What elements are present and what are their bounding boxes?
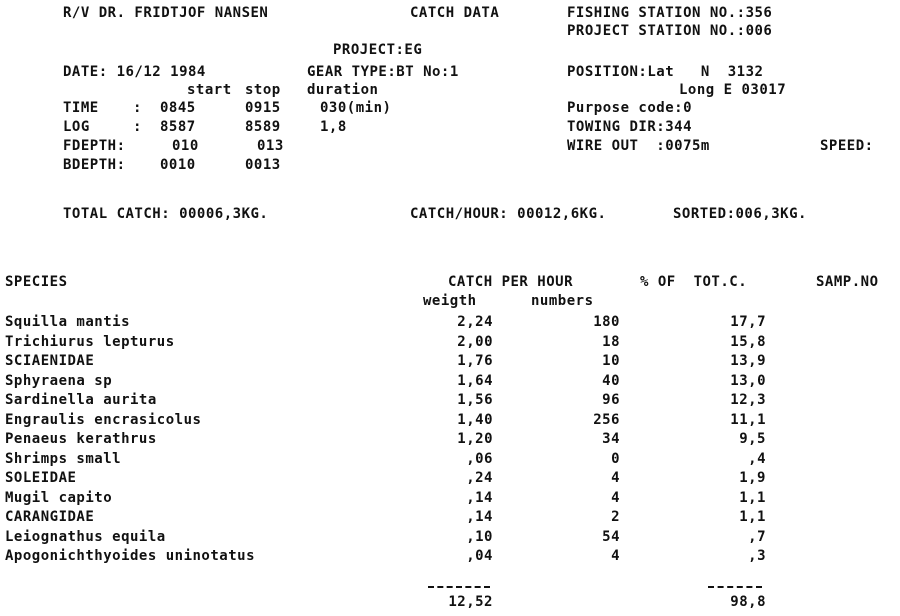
project-code: PROJECT:EG — [333, 42, 423, 58]
pct-value: 1,1 — [739, 509, 766, 525]
fdepth-start: 010 — [172, 138, 199, 154]
log-start: 8587 — [160, 119, 196, 135]
weight-value: 1,76 — [457, 353, 493, 369]
species-name: Sphyraena sp — [5, 373, 113, 389]
catch-per-hour-total: CATCH/HOUR: 00012,6KG. — [410, 206, 607, 222]
pct-value: 15,8 — [730, 334, 766, 350]
fdepth-label: FDEPTH: — [63, 138, 126, 154]
purpose-code: Purpose code:0 — [567, 100, 693, 116]
species-name: Squilla mantis — [5, 314, 131, 330]
species-name: Penaeus kerathrus — [5, 431, 157, 447]
time-colon: : — [133, 100, 142, 116]
pct-value: 1,1 — [739, 490, 766, 506]
sorted-total: SORTED:006,3KG. — [673, 206, 807, 222]
col-catch-per-hour-header: CATCH PER HOUR — [448, 274, 574, 290]
species-name: CARANGIDAE — [5, 509, 95, 525]
numbers-value: 0 — [611, 451, 620, 467]
numbers-value: 4 — [611, 548, 620, 564]
weight-value: 1,20 — [457, 431, 493, 447]
species-name: Shrimps small — [5, 451, 122, 467]
species-name: Leiognathus equila — [5, 529, 166, 545]
col-samp-header: SAMP.NO — [816, 274, 879, 290]
col-pct-header: % OF TOT.C. — [640, 274, 748, 290]
time-start: 0845 — [160, 100, 196, 116]
pct-value: ,4 — [748, 451, 766, 467]
weight-value: 2,00 — [457, 334, 493, 350]
log-stop: 8589 — [245, 119, 281, 135]
bdepth-start: 0010 — [160, 157, 196, 173]
pct-value: 1,9 — [739, 470, 766, 486]
bdepth-label: BDEPTH: — [63, 157, 126, 173]
date: DATE: 16/12 1984 — [63, 64, 206, 80]
species-name: SOLEIDAE — [5, 470, 77, 486]
col-duration: duration — [307, 82, 379, 98]
species-name: Trichiurus lepturus — [5, 334, 175, 350]
col-start: start — [187, 82, 232, 98]
numbers-value: 2 — [611, 509, 620, 525]
weight-value: ,24 — [466, 470, 493, 486]
log-colon: : — [133, 119, 142, 135]
total-weight: 12,52 — [448, 594, 493, 610]
numbers-value: 54 — [602, 529, 620, 545]
weight-value: ,04 — [466, 548, 493, 564]
species-name: Mugil capito — [5, 490, 113, 506]
vessel-name: R/V DR. FRIDTJOF NANSEN — [63, 5, 269, 21]
wire-out: WIRE OUT :0075m — [567, 138, 710, 154]
pct-value: 13,0 — [730, 373, 766, 389]
pct-sum-rule — [708, 586, 762, 588]
species-name: Sardinella aurita — [5, 392, 157, 408]
numbers-value: 180 — [593, 314, 620, 330]
numbers-value: 4 — [611, 490, 620, 506]
weight-value: 1,56 — [457, 392, 493, 408]
col-species-header: SPECIES — [5, 274, 68, 290]
total-catch: TOTAL CATCH: 00006,3KG. — [63, 206, 269, 222]
col-stop: stop — [245, 82, 281, 98]
pct-value: ,3 — [748, 548, 766, 564]
weight-sum-rule — [428, 586, 490, 588]
time-stop: 0915 — [245, 100, 281, 116]
time-label: TIME — [63, 100, 99, 116]
weight-value: 1,40 — [457, 412, 493, 428]
speed: SPEED: — [820, 138, 874, 154]
weight-value: ,14 — [466, 490, 493, 506]
numbers-value: 4 — [611, 470, 620, 486]
numbers-value: 256 — [593, 412, 620, 428]
doc-title: CATCH DATA — [410, 5, 500, 21]
species-name: Engraulis encrasicolus — [5, 412, 202, 428]
position-lat: POSITION:Lat N 3132 — [567, 64, 764, 80]
log-label: LOG — [63, 119, 90, 135]
weight-value: 1,64 — [457, 373, 493, 389]
pct-value: 12,3 — [730, 392, 766, 408]
numbers-value: 18 — [602, 334, 620, 350]
col-weight-header: weigth — [423, 293, 477, 309]
fishing-station: FISHING STATION NO.:356 — [567, 5, 773, 21]
project-station: PROJECT STATION NO.:006 — [567, 23, 773, 39]
pct-value: 9,5 — [739, 431, 766, 447]
weight-value: ,14 — [466, 509, 493, 525]
weight-value: ,06 — [466, 451, 493, 467]
pct-value: 17,7 — [730, 314, 766, 330]
pct-value: ,7 — [748, 529, 766, 545]
time-duration: 030(min) — [320, 100, 392, 116]
weight-value: ,10 — [466, 529, 493, 545]
log-duration: 1,8 — [320, 119, 347, 135]
numbers-value: 96 — [602, 392, 620, 408]
total-pct: 98,8 — [730, 594, 766, 610]
numbers-value: 10 — [602, 353, 620, 369]
numbers-value: 40 — [602, 373, 620, 389]
position-long: Long E 03017 — [679, 82, 787, 98]
col-numbers-header: numbers — [531, 293, 594, 309]
species-name: Apogonichthyoides uninotatus — [5, 548, 256, 564]
gear-type: GEAR TYPE:BT No:1 — [307, 64, 459, 80]
weight-value: 2,24 — [457, 314, 493, 330]
fdepth-stop: 013 — [257, 138, 284, 154]
bdepth-stop: 0013 — [245, 157, 281, 173]
numbers-value: 34 — [602, 431, 620, 447]
pct-value: 11,1 — [730, 412, 766, 428]
species-name: SCIAENIDAE — [5, 353, 95, 369]
pct-value: 13,9 — [730, 353, 766, 369]
towing-dir: TOWING DIR:344 — [567, 119, 693, 135]
